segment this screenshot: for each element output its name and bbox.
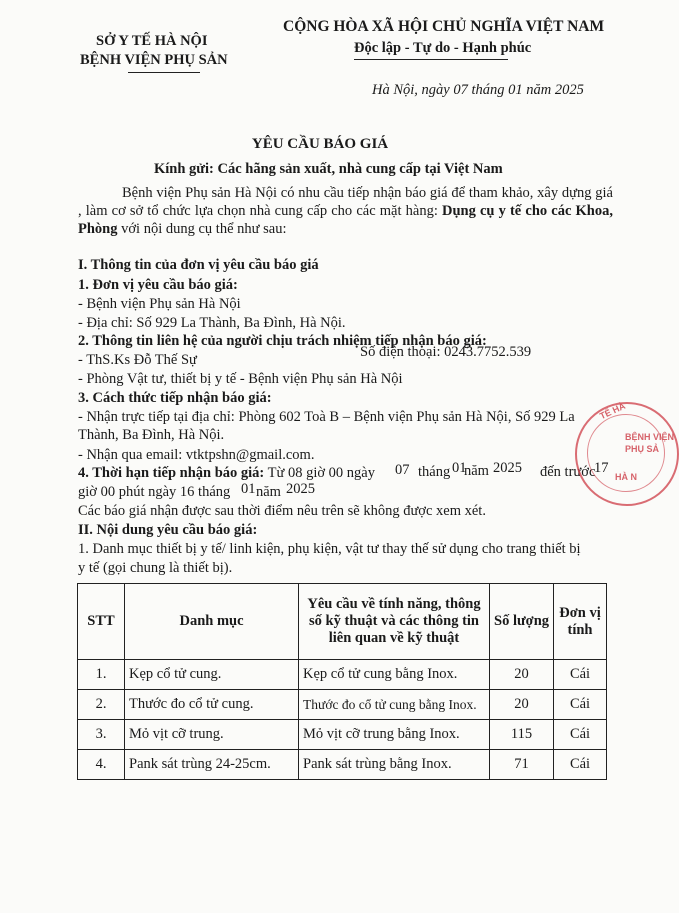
stamp-left-text: TẾ HÀ — [598, 400, 627, 422]
row-spec: Kẹp cổ tử cung bằng Inox. — [299, 660, 490, 690]
table-row — [78, 690, 607, 720]
section1-heading: I. Thông tin của đơn vị yêu cầu báo giá — [78, 257, 319, 273]
org-underline — [128, 72, 200, 73]
table-row — [78, 750, 607, 780]
stamp-top-text: BỆNH VIỆN — [625, 432, 675, 442]
s4-day: 07 — [395, 462, 410, 478]
row-qty: 71 — [490, 750, 554, 780]
header-qty: Số lượng — [490, 584, 554, 660]
header-spec-line3: liên quan về kỹ thuật — [328, 630, 460, 646]
document-title: YÊU CẦU BÁO GIÁ — [251, 136, 389, 152]
header-unit — [554, 584, 607, 660]
table-row — [78, 660, 607, 690]
stamp-mid-text: PHỤ SẢ — [625, 444, 660, 454]
items-table — [77, 583, 607, 780]
row-spec: Mỏ vịt cỡ trung bằng Inox. — [299, 720, 490, 750]
section2-line2: y tế (gọi chung là thiết bị). — [78, 560, 233, 576]
org-parent-name: SỞ Y TẾ HÀ NỘI — [96, 33, 208, 49]
s3-heading: 3. Cách thức tiếp nhận báo giá: — [78, 390, 272, 406]
s3-line1b: Thành, Ba Đình, Hà Nội. — [78, 427, 225, 443]
header-stt: STT — [78, 584, 125, 660]
s4-month: 01 — [452, 460, 467, 476]
stamp-bottom-text: HÀ N — [615, 472, 637, 482]
row-qty: 20 — [490, 660, 554, 690]
s2-heading: 2. Thông tin liên hệ của người chịu trách nhiệm tiếp nhận báo giá: — [78, 333, 487, 349]
row-unit: Cái — [554, 660, 607, 690]
s4-note: Các báo giá nhận được sau thời điểm nêu trên sẽ không được xem xét. — [78, 503, 486, 519]
s4-year-label: năm — [464, 463, 489, 479]
intro-text: Bệnh viện Phụ sản Hà Nội có nhu cầu tiếp nhận báo giá để tham khảo, xây dựng giá , làm cơ sở tổ chức lựa chọn nhà cung cấp cho các mặt hàng: — [78, 185, 613, 219]
s1-line2: - Địa chỉ: Số 929 La Thành, Ba Đình, Hà Nội. — [78, 315, 346, 331]
intro-tail: với nội dung cụ thể như sau: — [117, 221, 287, 237]
row-stt: 4. — [78, 750, 125, 780]
header-item: Danh mục — [125, 584, 299, 660]
national-motto: Độc lập - Tự do - Hạnh phúc — [354, 40, 532, 56]
s4-text1: Từ 08 giờ 00 ngày — [267, 465, 375, 481]
row-item: Mỏ vịt cỡ trung. — [125, 720, 299, 750]
row-unit: Cái — [554, 690, 607, 720]
red-stamp — [575, 402, 679, 506]
row-stt: 2. — [78, 690, 125, 720]
table-row — [78, 720, 607, 750]
document-date: Hà Nội, ngày 07 tháng 01 năm 2025 — [372, 82, 584, 98]
s4-end-month: 01 — [241, 481, 256, 497]
national-title: CỘNG HÒA XÃ HỘI CHỦ NGHĨA VIỆT NAM — [283, 18, 605, 35]
s4-until-label: đến trước — [540, 464, 596, 480]
s1-line1: - Bệnh viện Phụ sản Hà Nội — [78, 296, 241, 312]
s4-heading: 4. Thời hạn tiếp nhận báo giá: — [78, 465, 265, 481]
org-name: BỆNH VIỆN PHỤ SẢN — [80, 52, 228, 68]
header-unit-line2: tính — [567, 621, 593, 638]
row-unit: Cái — [554, 750, 607, 780]
row-qty: 20 — [490, 690, 554, 720]
table-header-row — [78, 584, 607, 660]
s3-line1: - Nhận trực tiếp tại địa chỉ: Phòng 602 Toà B – Bệnh viện Phụ sản Hà Nội, Số 929 La — [78, 409, 575, 425]
s4-hour: 17 — [594, 460, 609, 476]
row-qty: 115 — [490, 720, 554, 750]
header-spec — [299, 584, 490, 660]
recipient-line: Kính gửi: Các hãng sản xuất, nhà cung cấp tại Việt Nam — [154, 161, 503, 177]
section2-heading: II. Nội dung yêu cầu báo giá: — [78, 522, 258, 538]
intro-bold-item: Dụng cụ y tế cho các Khoa, Phòng — [78, 203, 613, 237]
row-item: Pank sát trùng 24-25cm. — [125, 750, 299, 780]
s2-contact-name: - ThS.Ks Đỗ Thế Sự — [78, 352, 197, 368]
s3-email: - Nhận qua email: vtktpshn@gmail.com. — [78, 447, 315, 463]
row-spec: Thước đo cổ tử cung bằng Inox. — [299, 690, 490, 720]
row-stt: 1. — [78, 660, 125, 690]
header-spec-line2: số kỹ thuật và các thông tin — [309, 613, 479, 629]
s4-year: 2025 — [493, 460, 522, 476]
s4-line2: giờ 00 phút ngày 16 tháng — [78, 484, 231, 500]
s4-end-year-label: năm — [256, 484, 281, 500]
s4-line1 — [78, 464, 375, 482]
s4-end-year: 2025 — [286, 481, 315, 497]
row-unit: Cái — [554, 720, 607, 750]
row-stt: 3. — [78, 720, 125, 750]
row-spec: Pank sát trùng bằng Inox. — [299, 750, 490, 780]
motto-underline — [354, 59, 508, 60]
header-unit-line1: Đơn vị — [559, 604, 601, 621]
s2-phone: Số điện thoại: 0243.7752.539 — [360, 344, 532, 360]
s1-heading: 1. Đơn vị yêu cầu báo giá: — [78, 277, 238, 293]
s4-month-label: tháng — [418, 464, 451, 480]
intro-paragraph — [78, 184, 613, 238]
header-spec-line1: Yêu cầu về tính năng, thông — [307, 596, 481, 612]
section2-line1: 1. Danh mục thiết bị y tế/ linh kiện, phụ kiện, vật tư thay thế sử dụng cho trang thiết bị — [78, 541, 581, 557]
row-item: Kẹp cổ tử cung. — [125, 660, 299, 690]
row-item: Thước đo cổ tử cung. — [125, 690, 299, 720]
s2-department: - Phòng Vật tư, thiết bị y tế - Bệnh viện Phụ sản Hà Nội — [78, 371, 403, 387]
